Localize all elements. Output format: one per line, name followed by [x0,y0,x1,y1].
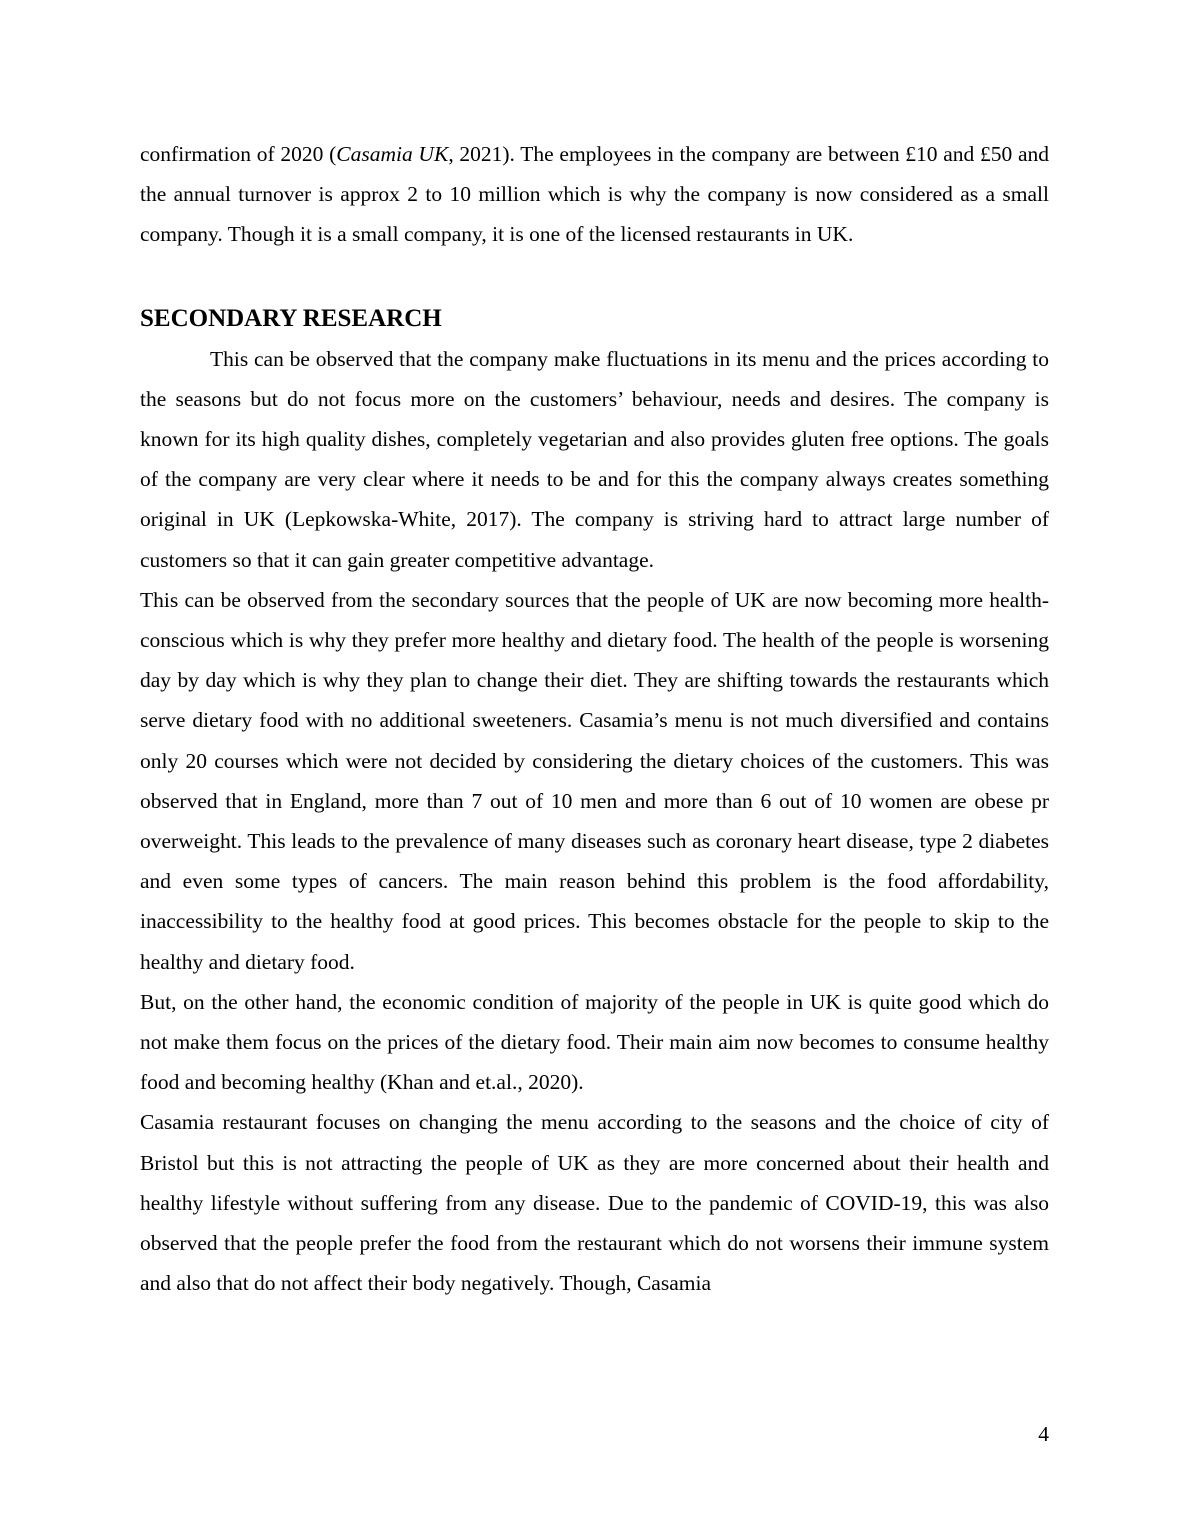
body-paragraph-3: But, on the other hand, the economic condition of majority of the people in UK is quite good which do not make them focus on the prices of the dietary food. Their main aim now becomes to consume healthy food and becoming healthy (Khan and et.al., 2020). [140,989,1049,1095]
intro-citation: Casamia UK [336,142,449,166]
intro-rest: , 2021). The employees in the company are between £10 and £50 and the annual turnover is approx 2 to 10 million which is why the company is now considered as a small company. Though it is a small company, it is one of the licensed restaurants in UK. [140,142,1050,247]
intro-paragraph [140,134,1049,255]
page-number: 4 [1038,1422,1049,1446]
intro-lead: confirmation of 2020 ( [140,142,337,166]
section-heading: SECONDARY RESEARCH [140,304,442,332]
body-paragraph-4: Casamia restaurant focuses on changing the menu according to the seasons and the choice of city of Bristol but this is not attracting the people of UK as they are more concerned about their health and healthy lifestyle without suffering from any disease. Due to the pandemic of COVID-19, this was also observed that the people prefer the food from the restaurant which do not worsens their immune system and also that do not affect their body negatively. Though, Casamia [140,1110,1049,1296]
body-paragraph-2: This can be observed from the secondary sources that the people of UK are now becoming more health-conscious which is why they prefer more healthy and dietary food. The health of the people is worsening day by day which is why they plan to change their diet. They are shifting towards the restaurants which serve dietary food with no additional sweeteners. Casamia’s menu is not much diversified and contains only 20 courses which were not decided by considering the dietary choices of the customers. This was observed that in England, more than 7 out of 10 men and more than 6 out of 10 women are obese pr overweight. This leads to the prevalence of many diseases such as coronary heart disease, type 2 diabetes and even some types of cancers. The main reason behind this problem is the food affordability, inaccessibility to the healthy food at good prices. This becomes obstacle for the people to skip to the healthy and dietary food. [140,587,1049,974]
body-paragraph-1: This can be observed that the company make fluctuations in its menu and the prices according to the seasons but do not focus more on the customers’ behaviour, needs and desires. The company is known for its high quality dishes, completely vegetarian and also provides gluten free options. The goals of the company are very clear where it needs to be and for this the company always creates something original in UK (Lepkowska-White, 2017). The company is striving hard to attract large number of customers so that it can gain greater competitive advantage. [140,346,1049,572]
document-page [140,134,1049,1303]
